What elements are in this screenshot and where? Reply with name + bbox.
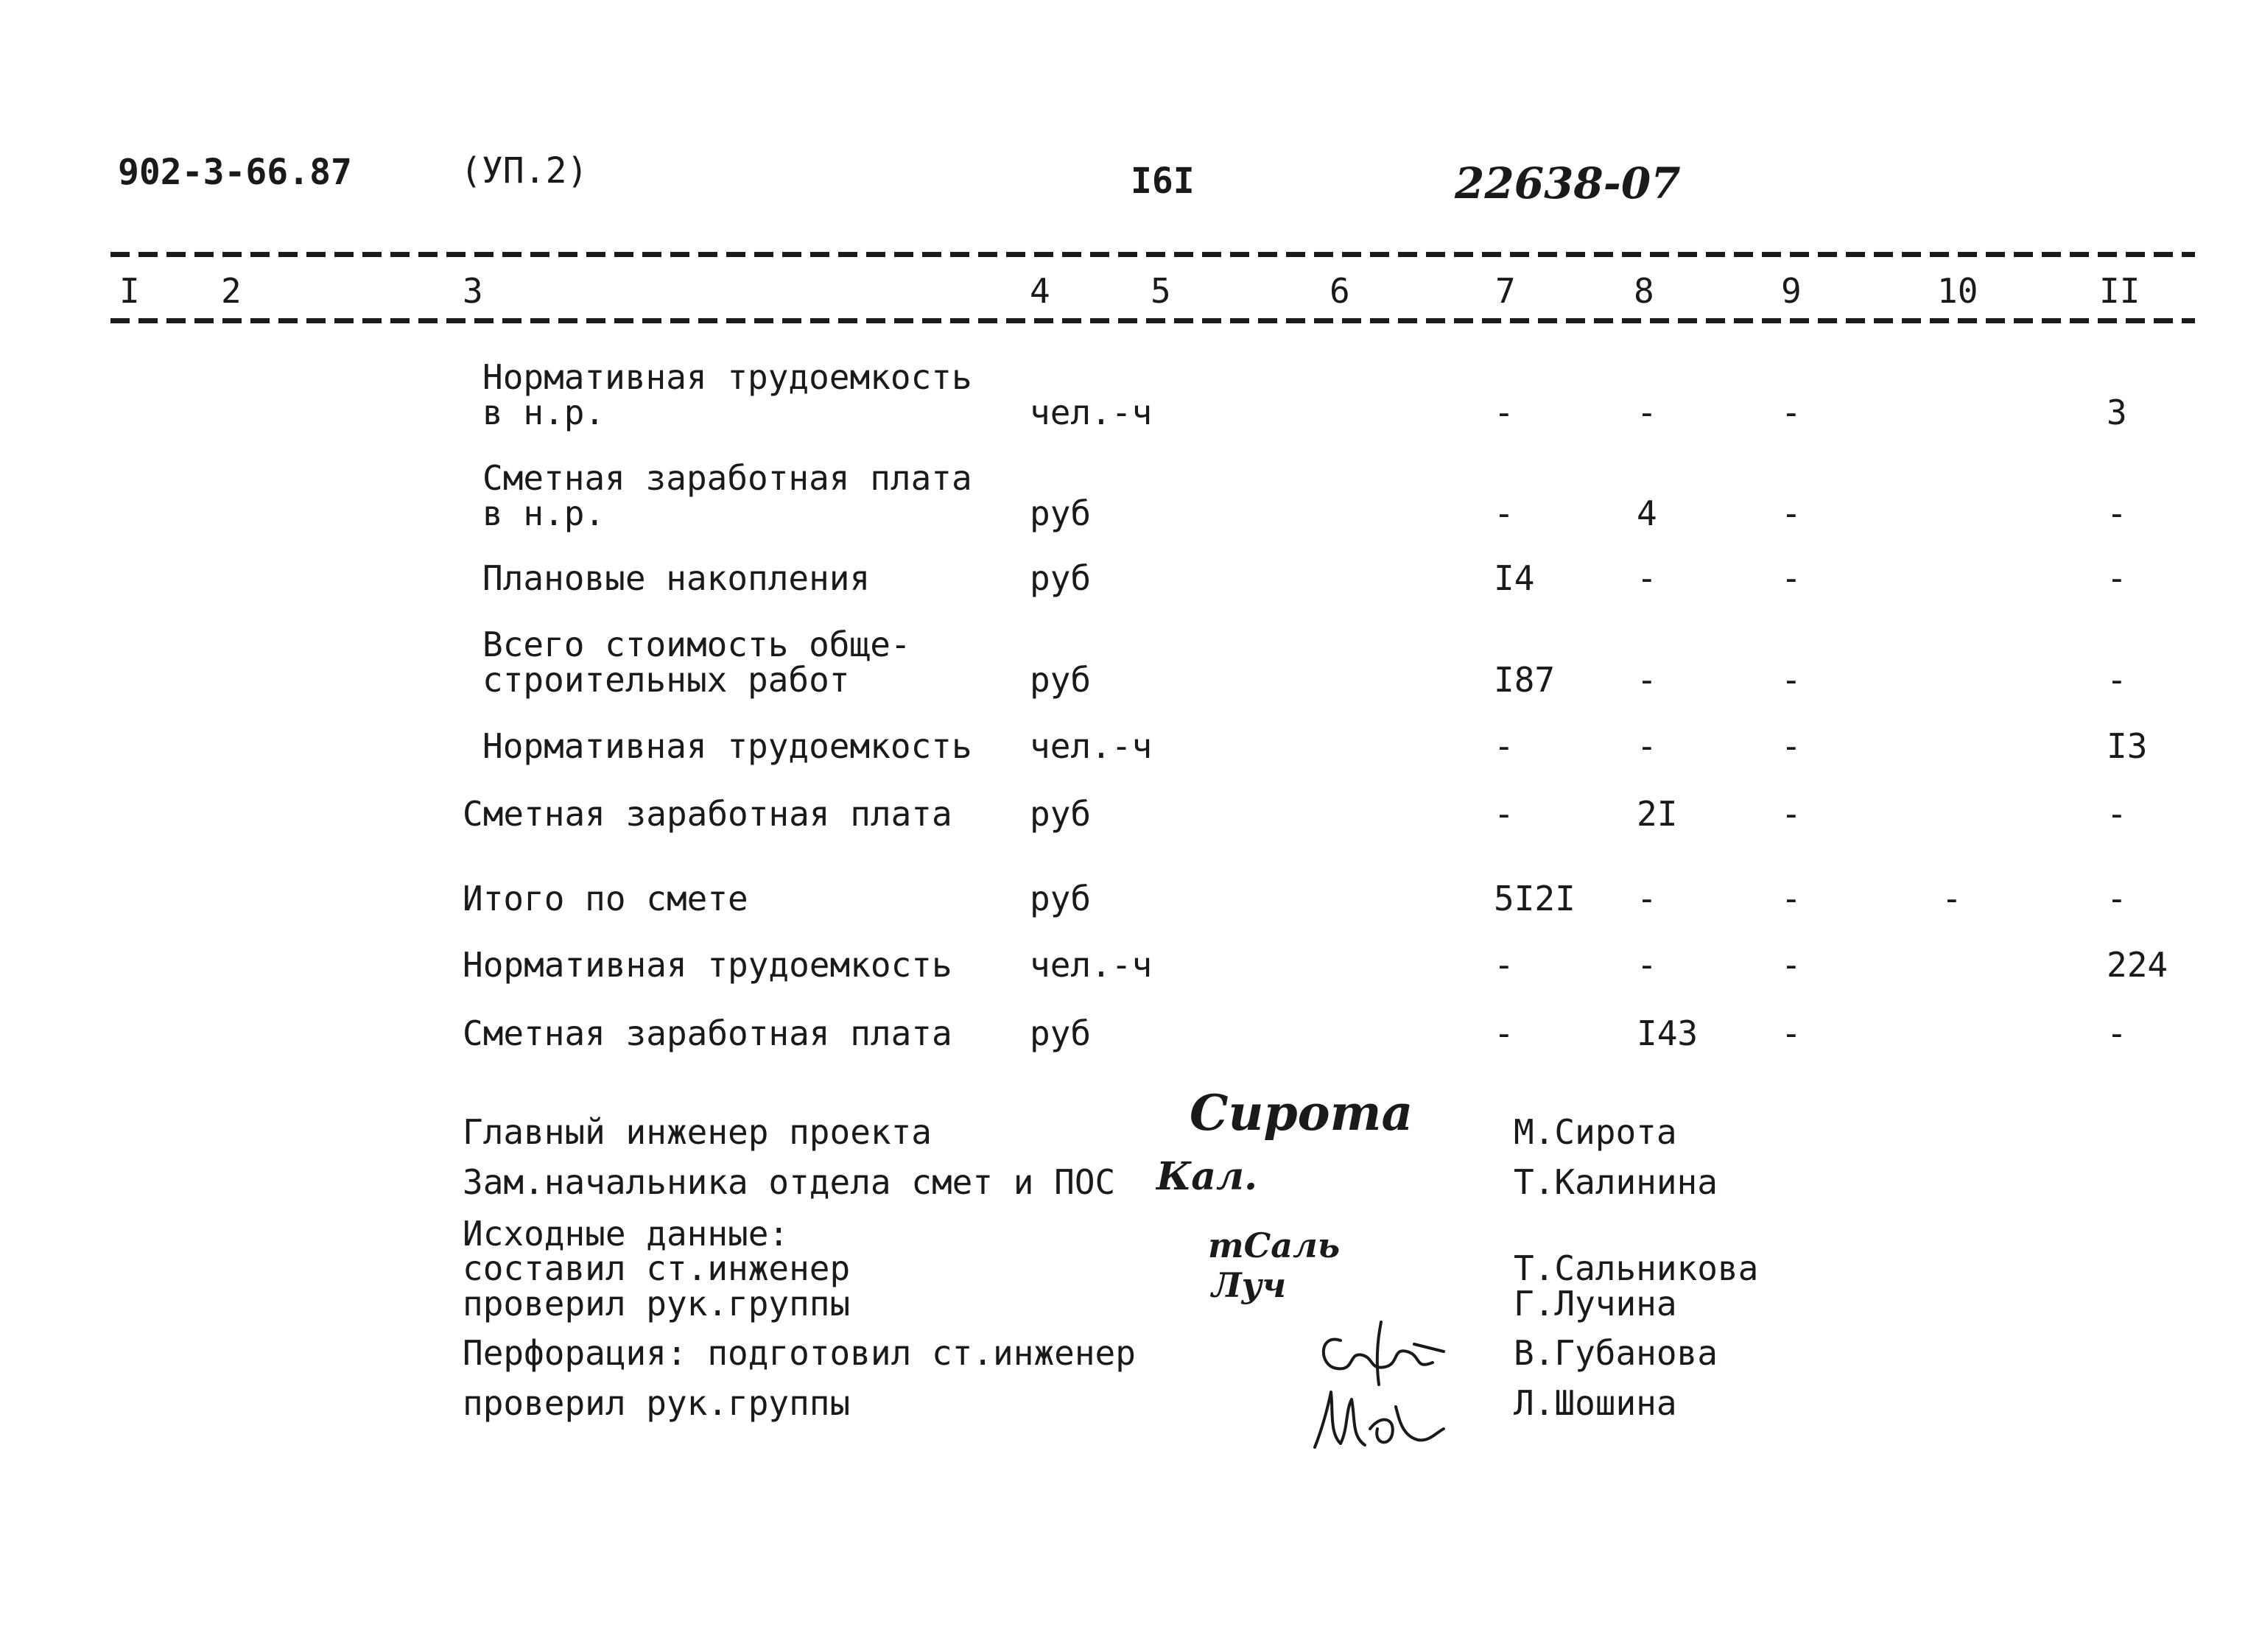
row-unit: чел.-ч bbox=[1030, 945, 1153, 985]
archive-number: 22638-07 bbox=[1455, 158, 1681, 208]
cell-col11: - bbox=[2107, 794, 2127, 834]
cell-col10: - bbox=[1942, 879, 1962, 918]
cell-col9: - bbox=[1781, 660, 1802, 700]
column-header: 8 bbox=[1634, 271, 1654, 311]
column-header: I bbox=[119, 271, 140, 311]
cell-col8: - bbox=[1637, 660, 1657, 700]
row-name: Итого по смете bbox=[463, 879, 748, 918]
cell-col7: - bbox=[1494, 945, 1514, 985]
column-header: 5 bbox=[1151, 271, 1171, 311]
row-unit: руб bbox=[1030, 879, 1092, 918]
cell-col7: I87 bbox=[1494, 660, 1556, 700]
header-rule-bottom bbox=[110, 318, 2195, 323]
cell-col11: I3 bbox=[2107, 726, 2148, 766]
row-name-cont: в н.р. bbox=[482, 393, 605, 432]
cell-col11: - bbox=[2107, 493, 2127, 533]
row-name-cont: строительных работ bbox=[482, 660, 850, 700]
row-unit: руб bbox=[1030, 794, 1092, 834]
cell-col7: 5I2I bbox=[1494, 879, 1576, 918]
name-checked-2: Л.Шошина bbox=[1514, 1383, 1677, 1423]
cell-col11: 224 bbox=[2107, 945, 2168, 985]
signature-deputy-head: Кал. bbox=[1156, 1154, 1258, 1199]
signature-chief-engineer: Сирота bbox=[1190, 1084, 1413, 1142]
cell-col9: - bbox=[1781, 393, 1802, 432]
cell-col9: - bbox=[1781, 558, 1802, 598]
source-data-title: Исходные данные: bbox=[463, 1214, 790, 1254]
cell-col9: - bbox=[1781, 726, 1802, 766]
signature-checked-1: Луч bbox=[1212, 1265, 1287, 1305]
cell-col7: - bbox=[1494, 726, 1514, 766]
cell-col11: - bbox=[2107, 660, 2127, 700]
row-name-cont: в н.р. bbox=[482, 493, 605, 533]
cell-col9: - bbox=[1781, 1013, 1802, 1053]
cell-col8: - bbox=[1637, 945, 1657, 985]
column-header: 3 bbox=[463, 271, 483, 311]
signature-compiled: тСаль bbox=[1208, 1226, 1341, 1265]
name-deputy-head: Т.Калинина bbox=[1514, 1162, 1718, 1202]
role-checked-1: проверил рук.группы bbox=[463, 1284, 851, 1324]
row-unit: руб bbox=[1030, 558, 1092, 598]
page-number: I6I bbox=[1131, 161, 1195, 202]
row-name: Сметная заработная плата bbox=[463, 1013, 952, 1053]
row-name: Сметная заработная плата bbox=[482, 458, 972, 498]
role-deputy-head: Зам.начальника отдела смет и ПОС bbox=[463, 1162, 1116, 1202]
column-header: 6 bbox=[1330, 271, 1350, 311]
row-unit: руб bbox=[1030, 493, 1092, 533]
cell-col11: - bbox=[2107, 879, 2127, 918]
cell-col7: - bbox=[1494, 493, 1514, 533]
cell-col7: - bbox=[1494, 393, 1514, 432]
name-checked-1: Г.Лучина bbox=[1514, 1284, 1677, 1324]
name-perforation: В.Губанова bbox=[1514, 1333, 1718, 1373]
cell-col8: 4 bbox=[1637, 493, 1657, 533]
document-code: 902-3-66.87 bbox=[118, 152, 352, 193]
row-name: Нормативная трудоемкость bbox=[482, 357, 972, 397]
signature-checked-2 bbox=[1300, 1377, 1455, 1458]
row-unit: руб bbox=[1030, 1013, 1092, 1053]
row-name: Нормативная трудоемкость bbox=[482, 726, 972, 766]
row-name: Сметная заработная плата bbox=[463, 794, 952, 834]
album-number: (УП.2) bbox=[460, 150, 589, 191]
cell-col7: - bbox=[1494, 794, 1514, 834]
role-compiled: составил ст.инженер bbox=[463, 1248, 851, 1288]
cell-col9: - bbox=[1781, 493, 1802, 533]
role-checked-2: проверил рук.группы bbox=[463, 1383, 851, 1423]
cell-col8: - bbox=[1637, 393, 1657, 432]
cell-col11: - bbox=[2107, 1013, 2127, 1053]
role-chief-engineer: Главный инженер проекта bbox=[463, 1112, 932, 1152]
row-name: Всего стоимость обще- bbox=[482, 625, 911, 664]
column-header: 7 bbox=[1495, 271, 1516, 311]
name-chief-engineer: М.Сирота bbox=[1514, 1112, 1677, 1152]
cell-col7: I4 bbox=[1494, 558, 1535, 598]
cell-col8: I43 bbox=[1637, 1013, 1699, 1053]
cell-col9: - bbox=[1781, 945, 1802, 985]
column-header: 9 bbox=[1781, 271, 1802, 311]
cell-col8: 2I bbox=[1637, 794, 1678, 834]
row-unit: чел.-ч bbox=[1030, 726, 1153, 766]
column-header: 10 bbox=[1937, 271, 1978, 311]
row-unit: руб bbox=[1030, 660, 1092, 700]
row-unit: чел.-ч bbox=[1030, 393, 1153, 432]
header-rule-top bbox=[110, 252, 2195, 257]
column-header: 2 bbox=[221, 271, 242, 311]
column-header: 4 bbox=[1030, 271, 1050, 311]
cell-col8: - bbox=[1637, 558, 1657, 598]
row-name: Плановые накопления bbox=[482, 558, 871, 598]
name-compiled: Т.Сальникова bbox=[1514, 1248, 1759, 1288]
cell-col9: - bbox=[1781, 879, 1802, 918]
cell-col11: - bbox=[2107, 558, 2127, 598]
cell-col11: 3 bbox=[2107, 393, 2127, 432]
cell-col8: - bbox=[1637, 879, 1657, 918]
role-perforation: Перфорация: подготовил ст.инженер bbox=[463, 1333, 1136, 1373]
cell-col7: - bbox=[1494, 1013, 1514, 1053]
cell-col8: - bbox=[1637, 726, 1657, 766]
row-name: Нормативная трудоемкость bbox=[463, 945, 952, 985]
cell-col9: - bbox=[1781, 794, 1802, 834]
column-header: II bbox=[2099, 271, 2140, 311]
